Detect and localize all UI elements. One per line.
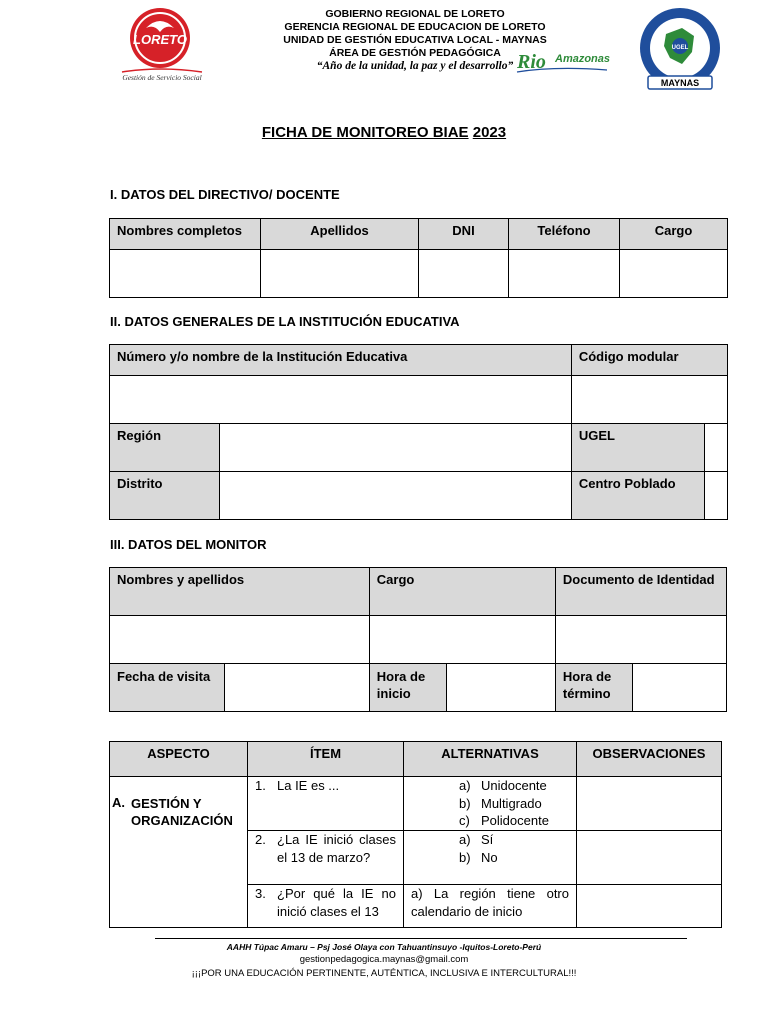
title-main: FICHA DE MONITOREO BIAE	[261, 124, 469, 141]
alternatives-2-cell	[404, 831, 577, 885]
item-2-cell	[248, 831, 404, 885]
header-line-gerencia: GERENCIA REGIONAL DE EDUCACION DE LORETO	[284, 21, 546, 33]
alt-2a[interactable]: a) Sí	[459, 832, 494, 847]
col-dni: DNI	[419, 219, 509, 250]
item-1-text: La IE es ...	[277, 778, 340, 793]
footer-email: gestionpedagogica.maynas@gmail.com	[299, 954, 469, 965]
footer-slogan: ¡¡¡POR UNA EDUCACIÓN PERTINENTE, AUTÉNTICA, INCLUSIVA E INTERCULTURAL!!!	[191, 968, 577, 979]
col-alternativas: ALTERNATIVAS	[404, 742, 577, 777]
item-2-text: ¿La IE inició clases el 13 de marzo?	[277, 832, 396, 865]
alt-1c[interactable]: c) Polidocente	[459, 813, 549, 828]
codigo-field[interactable]	[571, 376, 727, 424]
fecha-visita-label: Fecha de visita	[110, 664, 225, 712]
col-cargo: Cargo	[620, 219, 728, 250]
loreto-logo-text: LORETO	[133, 32, 187, 47]
observaciones-3-field[interactable]	[577, 885, 722, 928]
monitor-table	[109, 567, 727, 712]
ugel-logo-center: UGEL	[671, 45, 689, 51]
hora-inicio-label: Hora de inicio	[369, 664, 446, 712]
telefono-field[interactable]	[509, 250, 620, 298]
section3-title: III. DATOS DEL MONITOR	[110, 537, 267, 552]
aspect-letter: A.	[112, 795, 125, 810]
region-label: Región	[110, 424, 220, 472]
hora-inicio-field[interactable]	[446, 664, 555, 712]
alt-1a[interactable]: a) Unidocente	[459, 778, 547, 793]
item-1-cell	[248, 777, 404, 831]
item-2-num: 2.	[255, 832, 266, 847]
header-motto: “Año de la unidad, la paz y el desarrollo”	[316, 60, 514, 72]
ie-label: Número y/o nombre de la Institución Educativa	[110, 345, 572, 376]
rio-logo-text: Rio	[517, 51, 546, 73]
documento-label: Documento de Identidad	[555, 568, 726, 616]
alternatives-1-cell	[404, 777, 577, 831]
col-aspecto: ASPECTO	[110, 742, 248, 777]
col-observaciones: OBSERVACIONES	[577, 742, 722, 777]
centro-poblado-label: Centro Poblado	[571, 472, 704, 520]
observaciones-1-field[interactable]	[577, 777, 722, 831]
centro-poblado-field[interactable]	[704, 472, 727, 520]
apellidos-field[interactable]	[261, 250, 419, 298]
item-3-text: ¿Por qué la IE no inició clases el 13	[277, 886, 396, 919]
footer-divider	[155, 938, 687, 939]
rio-logo-sub: Amazonas	[555, 53, 610, 65]
monitor-cargo-label: Cargo	[369, 568, 555, 616]
rio-amazonas-logo	[515, 48, 610, 78]
col-apellidos: Apellidos	[261, 219, 419, 250]
header-line-area: ÁREA DE GESTIÓN PEDAGÓGICA	[329, 47, 501, 59]
hora-termino-field[interactable]	[632, 664, 726, 712]
col-item: ÍTEM	[248, 742, 404, 777]
item-3-cell	[248, 885, 404, 928]
ugel-logo-band: MAYNAS	[660, 78, 700, 88]
ugel-maynas-logo	[632, 6, 728, 92]
hora-termino-label: Hora de término	[555, 664, 632, 712]
region-field[interactable]	[220, 424, 572, 472]
title-year: 2023	[472, 124, 507, 141]
aspect-gestion-cell	[110, 777, 248, 928]
monitor-cargo-field[interactable]	[369, 616, 555, 664]
alt-1b[interactable]: b) Multigrado	[459, 795, 542, 811]
loreto-logo-slogan: Gestión de Servicio Social	[122, 73, 202, 82]
section1-title: I. DATOS DEL DIRECTIVO/ DOCENTE	[110, 187, 340, 202]
ugel-label: UGEL	[571, 424, 704, 472]
header-line-gobierno: GOBIERNO REGIONAL DE LORETO	[325, 8, 505, 20]
directivo-table	[109, 218, 728, 298]
loreto-logo	[118, 6, 208, 84]
fecha-visita-field[interactable]	[225, 664, 370, 712]
nombres-field[interactable]	[110, 250, 261, 298]
nombres-apellidos-label: Nombres y apellidos	[110, 568, 370, 616]
col-telefono: Teléfono	[509, 219, 620, 250]
distrito-field[interactable]	[220, 472, 572, 520]
document-title	[0, 124, 768, 141]
alt-2b[interactable]: b) No	[459, 849, 498, 865]
monitor-nombres-field[interactable]	[110, 616, 370, 664]
documento-field[interactable]	[555, 616, 726, 664]
cargo-field[interactable]	[620, 250, 728, 298]
institucion-table	[109, 344, 728, 520]
ugel-field[interactable]	[704, 424, 727, 472]
alt-3a[interactable]: a) La región tiene otro calendario de inicio	[411, 886, 569, 919]
observaciones-2-field[interactable]	[577, 831, 722, 885]
header-line-ugel: UNIDAD DE GESTIÓN EDUCATIVA LOCAL - MAYNAS	[283, 34, 547, 46]
codigo-label: Código modular	[571, 345, 727, 376]
dni-field[interactable]	[419, 250, 509, 298]
item-1-num: 1.	[255, 778, 266, 793]
alternatives-3-cell	[404, 885, 577, 928]
distrito-label: Distrito	[110, 472, 220, 520]
footer-address: AAHH Túpac Amaru – Psj José Olaya con Tahuantinsuyo -Iquitos-Loreto-Perú	[226, 942, 542, 952]
item-3-num: 3.	[255, 886, 266, 901]
aspect-label: GESTIÓN Y ORGANIZACIÓN	[131, 796, 233, 828]
section2-title: II. DATOS GENERALES DE LA INSTITUCIÓN EDUCATIVA	[110, 314, 460, 329]
ie-field[interactable]	[110, 376, 572, 424]
col-nombres: Nombres completos	[110, 219, 261, 250]
aspectos-table	[109, 741, 722, 928]
